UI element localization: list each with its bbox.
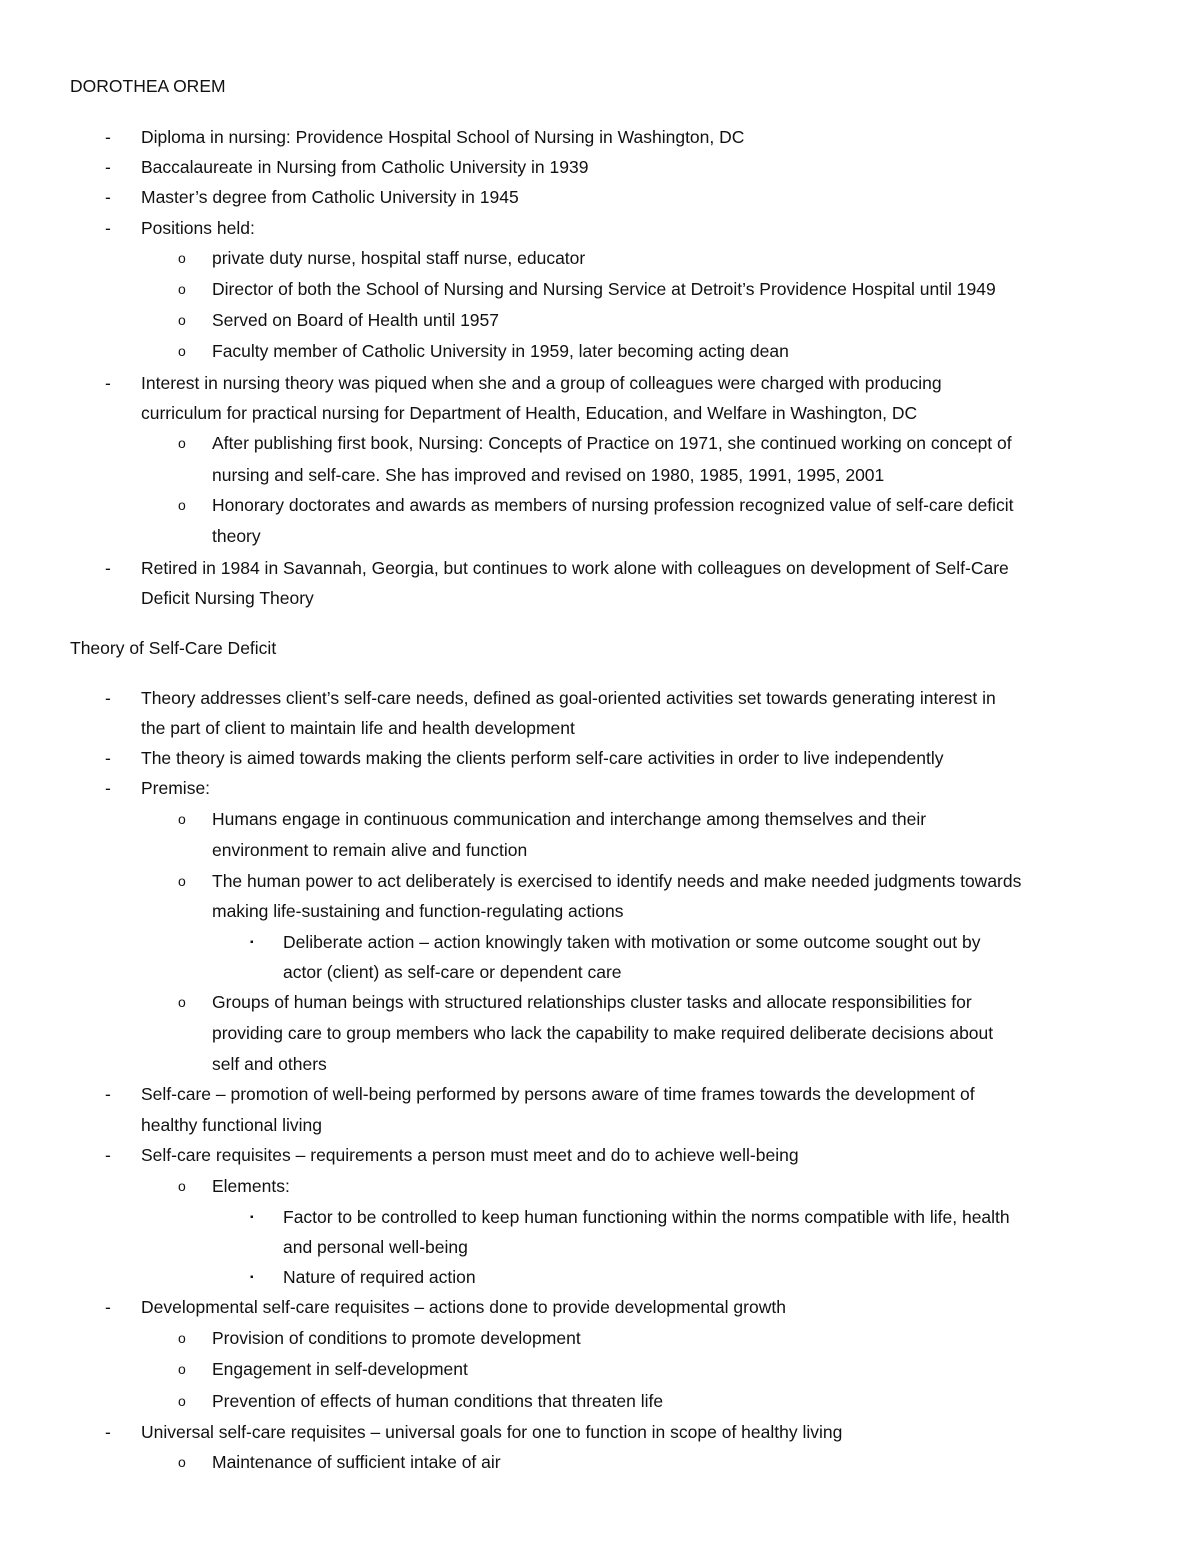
sub-list-item-text: self and others [212,1054,327,1074]
circle-bullet-icon: o [178,1178,186,1194]
sub-sub-list-item-text: Deliberate action – action knowingly taken with motivation or some outcome sought out by [283,932,981,952]
list-item-text: Master’s degree from Catholic University in 1945 [141,187,519,207]
list-item-text: Universal self-care requisites – universal goals for one to function in scope of healthy living [141,1422,843,1442]
sub-list-item-text: nursing and self-care. She has improved and revised on 1980, 1985, 1991, 1995, 2001 [212,465,885,485]
list-item-text: The theory is aimed towards making the clients perform self-care activities in order to live independently [141,748,944,768]
dash-bullet-icon: - [105,1422,111,1442]
list-item-text: Interest in nursing theory was piqued when she and a group of colleagues were charged with producing [141,373,942,393]
section-heading: Theory of Self-Care Deficit [70,638,277,658]
circle-bullet-icon: o [178,281,186,297]
circle-bullet-icon: o [178,873,186,889]
list-item-text: Self-care requisites – requirements a person must meet and do to achieve well-being [141,1145,799,1165]
sub-list-item-text: Prevention of effects of human conditions that threaten life [212,1391,664,1411]
list-item-text: healthy functional living [141,1115,322,1135]
circle-bullet-icon: o [178,1454,186,1470]
circle-bullet-icon: o [178,435,186,451]
circle-bullet-icon: o [178,312,186,328]
circle-bullet-icon: o [178,1361,186,1377]
list-item-text: Retired in 1984 in Savannah, Georgia, but continues to work alone with colleagues on development of Self-Care [141,558,1009,578]
dash-bullet-icon: - [105,373,111,393]
sub-list-item-text: Faculty member of Catholic University in 1959, later becoming acting dean [212,341,789,361]
dash-bullet-icon: - [105,127,111,147]
list-item-text: the part of client to maintain life and health development [141,718,575,738]
sub-list-item-text: Served on Board of Health until 1957 [212,310,499,330]
sub-sub-list-item-text: actor (client) as self-care or dependent care [283,962,622,982]
sub-list-item-text: making life-sustaining and function-regulating actions [212,901,624,921]
circle-bullet-icon: o [178,811,186,827]
circle-bullet-icon: o [178,994,186,1010]
list-item-text: Premise: [141,778,211,798]
sub-list-item-text: Honorary doctorates and awards as members of nursing profession recognized value of self-care deficit [212,495,1014,515]
square-bullet-icon: ▪ [250,1272,254,1283]
sub-list-item-text: Elements: [212,1176,290,1196]
sub-sub-list-item-text: Nature of required action [283,1267,476,1287]
sub-list-item-text: environment to remain alive and function [212,840,528,860]
square-bullet-icon: ▪ [250,1212,254,1223]
circle-bullet-icon: o [178,343,186,359]
sub-list-item-text: Groups of human beings with structured relationships cluster tasks and allocate responsibilities for [212,992,972,1012]
sub-list-item-text: The human power to act deliberately is exercised to identify needs and make needed judgments towards [212,871,1022,891]
sub-list-item-text: Humans engage in continuous communication and interchange among themselves and their [212,809,927,829]
dash-bullet-icon: - [105,1084,111,1104]
dash-bullet-icon: - [105,778,111,798]
sub-list-item-text: theory [212,526,261,546]
circle-bullet-icon: o [178,1393,186,1409]
dash-bullet-icon: - [105,187,111,207]
dash-bullet-icon: - [105,688,111,708]
list-item-text: curriculum for practical nursing for Department of Health, Education, and Welfare in Washington, DC [141,403,918,423]
sub-list-item-text: Maintenance of sufficient intake of air [212,1452,501,1472]
list-item-text: Theory addresses client’s self-care needs, defined as goal-oriented activities set towards generating interest in [141,688,996,708]
dash-bullet-icon: - [105,1145,111,1165]
sub-list-item-text: Director of both the School of Nursing and Nursing Service at Detroit’s Providence Hospital until 1949 [212,279,996,299]
sub-list-item-text: Engagement in self-development [212,1359,468,1379]
circle-bullet-icon: o [178,497,186,513]
document-title: DOROTHEA OREM [70,76,226,96]
circle-bullet-icon: o [178,1330,186,1346]
list-item-text: Positions held: [141,218,255,238]
dash-bullet-icon: - [105,157,111,177]
sub-sub-list-item-text: and personal well-being [283,1237,468,1257]
list-item-text: Self-care – promotion of well-being performed by persons aware of time frames towards the development of [141,1084,975,1104]
sub-list-item-text: Provision of conditions to promote development [212,1328,581,1348]
sub-sub-list-item-text: Factor to be controlled to keep human functioning within the norms compatible with life, health [283,1207,1010,1227]
list-item-text: Diploma in nursing: Providence Hospital School of Nursing in Washington, DC [141,127,745,147]
sub-list-item-text: After publishing first book, Nursing: Concepts of Practice on 1971, she continued working on concept of [212,433,1012,453]
dash-bullet-icon: - [105,1297,111,1317]
square-bullet-icon: ▪ [250,937,254,948]
dash-bullet-icon: - [105,218,111,238]
list-item-text: Deficit Nursing Theory [141,588,314,608]
circle-bullet-icon: o [178,250,186,266]
list-item-text: Developmental self-care requisites – actions done to provide developmental growth [141,1297,786,1317]
dash-bullet-icon: - [105,748,111,768]
sub-list-item-text: providing care to group members who lack the capability to make required deliberate decisions about [212,1023,994,1043]
list-item-text: Baccalaureate in Nursing from Catholic University in 1939 [141,157,589,177]
sub-list-item-text: private duty nurse, hospital staff nurse, educator [212,248,586,268]
dash-bullet-icon: - [105,558,111,578]
